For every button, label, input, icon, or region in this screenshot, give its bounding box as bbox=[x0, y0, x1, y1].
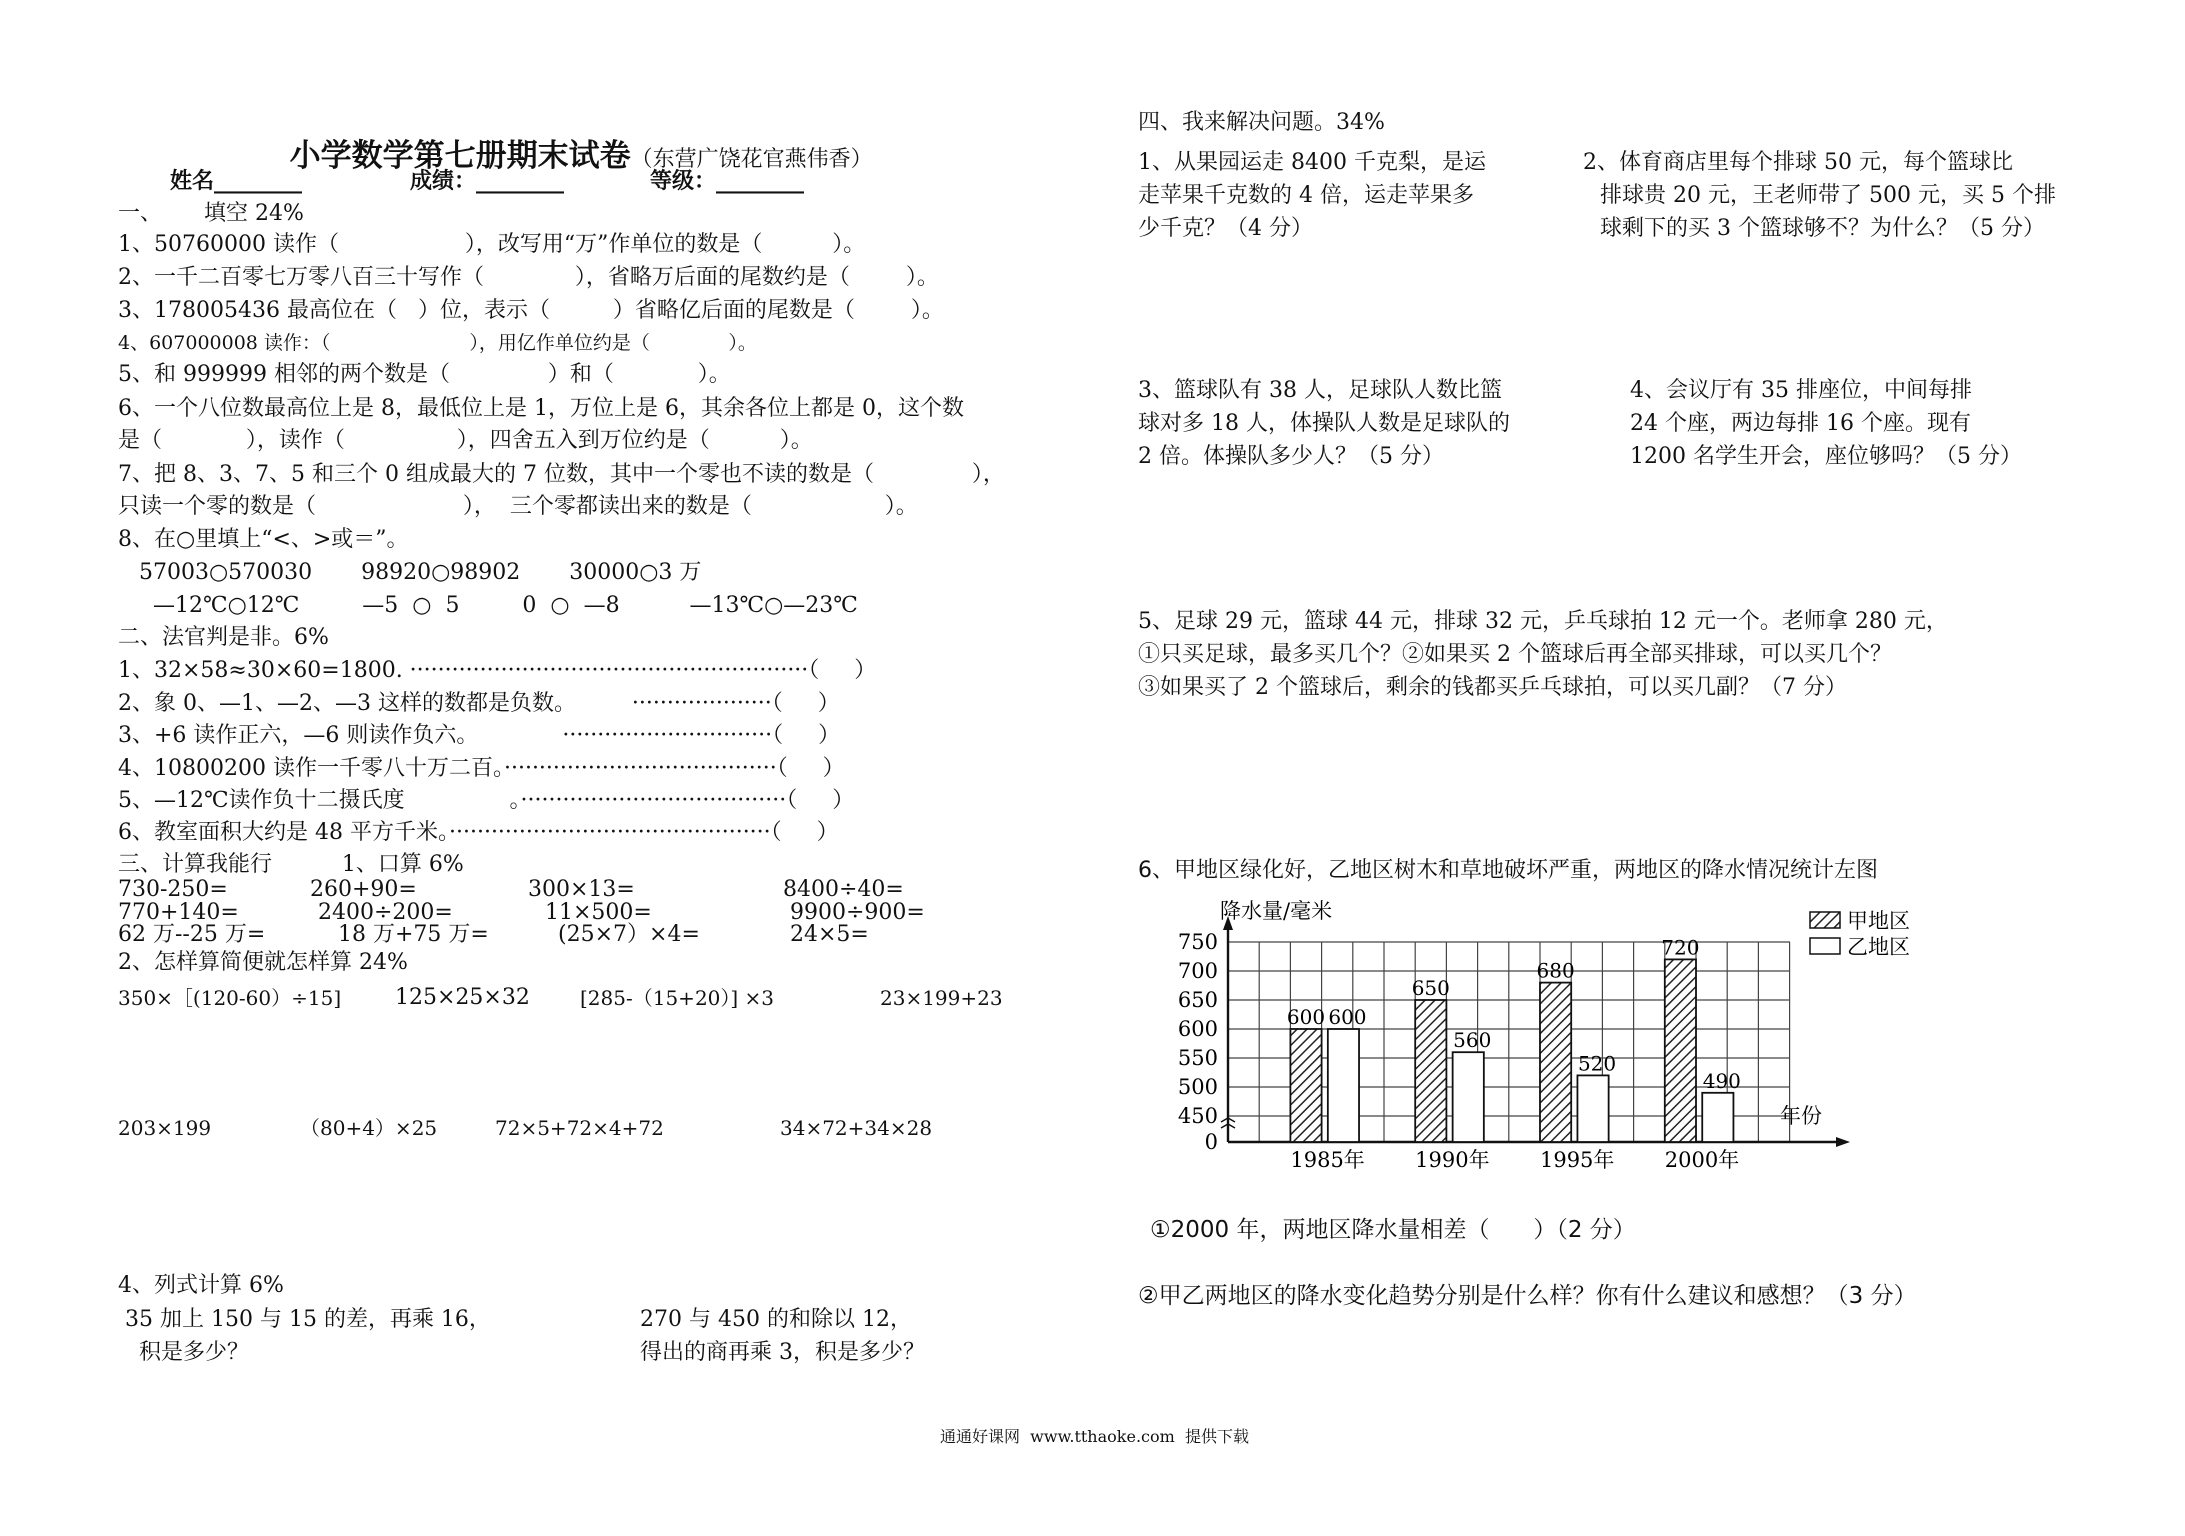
x-tick-label: 1995年 bbox=[1539, 1148, 1615, 1172]
s1-q7a: 7、把 8、3、7、5 和三个 0 组成最大的 7 位数，其中一个零也不读的数是（ ）， bbox=[118, 462, 1005, 487]
bar-series-a bbox=[1290, 1029, 1321, 1142]
s2-item6: 6、教室面积大约是 48 平方千米。··············································（ ） bbox=[118, 820, 839, 845]
bar-series-a bbox=[1665, 959, 1696, 1142]
precipitation-bar-chart bbox=[1150, 898, 1950, 1188]
bar-series-b bbox=[1702, 1093, 1733, 1142]
s3-r3-a: 62 万--25 万= bbox=[118, 922, 266, 947]
problem-2-line2: 排球贵 20 元，王老师带了 500 元，买 5 个排 bbox=[1600, 183, 2056, 208]
problem-5-line2: ①只买足球，最多买几个？②如果买 2 个篮球后再全部买排球，可以买几个？ bbox=[1138, 642, 1892, 667]
problem-1-line1: 1、从果园运走 8400 千克梨，是运 bbox=[1138, 150, 1486, 175]
s1-q8-row2: —12℃○12℃ —5 ○ 5 0 ○ —8 —13℃○—23℃ bbox=[118, 593, 858, 618]
s1-q1: 1、50760000 读作（ ），改写用“万”作单位的数是（ ）。 bbox=[118, 232, 866, 257]
s3-c1-d: 23×199+23 bbox=[880, 986, 1003, 1010]
x-axis-label: 年份 bbox=[1780, 1104, 1822, 1128]
s3-r1-a: 730-250= bbox=[118, 877, 228, 902]
y-tick-label: 500 bbox=[1177, 1075, 1218, 1099]
data-label-b: 490 bbox=[1702, 1068, 1741, 1093]
problem-1-line3: 少千克？（4 分） bbox=[1138, 216, 1313, 241]
s3-c1-c: [285-（15+20）] ×3 bbox=[580, 986, 775, 1010]
problem-2-line1: 2、体育商店里每个排球 50 元，每个篮球比 bbox=[1583, 150, 2013, 175]
problem-3-line3: 2 倍。体操队多少人？（5 分） bbox=[1138, 444, 1444, 469]
problem-4-line2: 24 个座，两边每排 16 个座。现有 bbox=[1630, 411, 1971, 436]
s3-r1-c: 300×13= bbox=[528, 877, 635, 902]
s1-q6b: 是（ ），读作（ ），四舍五入到万位约是（ ）。 bbox=[118, 428, 813, 453]
data-label-b: 520 bbox=[1577, 1051, 1617, 1076]
problem-1-line2: 走苹果千克数的 4 倍，运走苹果多 bbox=[1138, 183, 1474, 208]
s2-item1: 1、32×58≈30×60=1800. ·························································（ ） bbox=[118, 658, 877, 683]
s1-q2: 2、一千二百零七万零八百三十写作（ ），省略万后面的尾数约是（ ）。 bbox=[118, 265, 939, 290]
problem-3-line1: 3、篮球队有 38 人，足球队人数比篮 bbox=[1138, 378, 1502, 403]
legend-swatch-b bbox=[1810, 938, 1840, 954]
s2-item4: 4、10800200 读作一千零八十万二百。·······································（ ） bbox=[118, 756, 845, 781]
title-note: （东营广饶花官燕伟香） bbox=[630, 147, 873, 172]
s1-q4: 4、607000008 读作：（ ），用亿作单位约是（ ）。 bbox=[118, 332, 757, 354]
data-label-a: 720 bbox=[1661, 935, 1700, 960]
y-tick-label: 450 bbox=[1177, 1104, 1218, 1128]
x-tick-label: 2000年 bbox=[1664, 1148, 1740, 1172]
bar-series-b bbox=[1453, 1052, 1484, 1142]
s3-c1-b: 125×25×32 bbox=[395, 985, 530, 1010]
s4-a-line1: 35 加上 150 与 15 的差，再乘 16， bbox=[118, 1307, 491, 1332]
s1-q3: 3、178005436 最高位在（ ）位，表示（ ）省略亿后面的尾数是（ ）。 bbox=[118, 298, 944, 323]
s3-r3-c: (25×7）×4= bbox=[558, 922, 700, 947]
s3-r2-b: 2400÷200= bbox=[318, 900, 453, 925]
y-tick-label: 0 bbox=[1204, 1130, 1218, 1154]
s3-r2-a: 770+140= bbox=[118, 900, 239, 925]
y-tick-label: 600 bbox=[1177, 1017, 1218, 1041]
s1-q7b: 只读一个零的数是（ ）， 三个零都读出来的数是（ ）。 bbox=[118, 494, 918, 519]
bar-series-b bbox=[1328, 1029, 1359, 1142]
s3-c2-a: 203×199 bbox=[118, 1116, 212, 1140]
section-3-heading: 三、计算我能行 1、口算 6% bbox=[118, 852, 464, 877]
data-label-a: 600 bbox=[1286, 1005, 1326, 1029]
s3-r3-b: 18 万+75 万= bbox=[338, 922, 489, 947]
section-4-heading: 4、列式计算 6% bbox=[118, 1273, 284, 1298]
s2-item5: 5、—12℃读作负十二摄氏度 。······································（ ） bbox=[118, 788, 855, 813]
legend-label-a: 甲地区 bbox=[1847, 909, 1910, 933]
problem-4-line3: 1200 名学生开会，座位够吗？（5 分） bbox=[1630, 444, 2022, 469]
s1-q6a: 6、一个八位数最高位上是 8，最低位上是 1，万位上是 6，其余各位上都是 0，这个数 bbox=[118, 396, 964, 421]
bar-series-a bbox=[1415, 1000, 1446, 1142]
section-4-right-heading: 四、我来解决问题。34% bbox=[1138, 110, 1385, 135]
s3-c1-a: 350×［(120-60）÷15] bbox=[118, 986, 342, 1010]
s3-c2-c: 72×5+72×4+72 bbox=[495, 1116, 664, 1140]
s2-item2: 2、象 0、—1、—2、—3 这样的数都是负数。 ····················（ ） bbox=[118, 691, 840, 716]
data-label-a: 650 bbox=[1411, 976, 1450, 1000]
s3-c2-d: 34×72+34×28 bbox=[780, 1116, 933, 1140]
name-field[interactable]: 姓名________ bbox=[170, 168, 303, 194]
title-main: 小学数学第七册期末试卷 bbox=[289, 138, 631, 174]
problem-5-line1: 5、足球 29 元，篮球 44 元，排球 32 元，乒乓球拍 12 元一个。老师拿 280 元， bbox=[1138, 609, 1948, 634]
legend-label-b: 乙地区 bbox=[1847, 935, 1910, 959]
s1-q8-row1: 57003○570030 98920○98902 30000○3 万 bbox=[118, 560, 702, 585]
problem-2-line3: 球剩下的买 3 个篮球够不？为什么？（5 分） bbox=[1600, 216, 2045, 241]
s4-b-line1: 270 与 450 的和除以 12， bbox=[640, 1307, 912, 1332]
page-title bbox=[268, 117, 873, 173]
problem-6-question-1: ①2000 年，两地区降水量相差（ ）（2 分） bbox=[1150, 1217, 1636, 1243]
s3-r3-d: 24×5= bbox=[790, 922, 869, 947]
problem-6-text: 6、甲地区绿化好，乙地区树木和草地破坏严重，两地区的降水情况统计左图 bbox=[1138, 858, 1878, 883]
s3-r1-b: 260+90= bbox=[310, 877, 417, 902]
data-label-b: 560 bbox=[1453, 1028, 1492, 1053]
grade-field[interactable]: 等级：________ bbox=[650, 168, 805, 194]
x-tick-label: 1990年 bbox=[1415, 1148, 1490, 1172]
y-tick-label: 650 bbox=[1177, 988, 1218, 1012]
problem-5-line3: ③如果买了 2 个篮球后，剩余的钱都买乒乓球拍，可以买几副？（7 分） bbox=[1138, 675, 1847, 700]
s3-c2-b: （80+4）×25 bbox=[300, 1116, 438, 1140]
s3-r2-c: 11×500= bbox=[545, 900, 652, 925]
s4-a-line2: 积是多少？ bbox=[118, 1340, 249, 1365]
y-tick-label: 750 bbox=[1177, 930, 1218, 954]
legend-swatch-a bbox=[1810, 912, 1840, 928]
score-field[interactable]: 成绩：________ bbox=[410, 168, 565, 194]
s4-b-line2: 得出的商再乘 3，积是多少？ bbox=[640, 1340, 925, 1365]
s3-r1-d: 8400÷40= bbox=[783, 877, 904, 902]
problem-3-line2: 球对多 18 人，体操队人数是足球队的 bbox=[1138, 411, 1510, 436]
section-2-heading: 二、法官判是非。6% bbox=[118, 625, 329, 650]
s3-calc-heading: 2、怎样算简便就怎样算 24% bbox=[118, 950, 408, 975]
data-label-b: 600 bbox=[1328, 1005, 1367, 1029]
problem-4-line1: 4、会议厅有 35 排座位，中间每排 bbox=[1630, 378, 1972, 403]
section-1-heading: 一、 填空 24% bbox=[118, 201, 304, 226]
bar-series-b bbox=[1577, 1075, 1608, 1142]
s1-q8: 8、在○里填上“<、>或＝”。 bbox=[118, 527, 409, 552]
data-label-a: 680 bbox=[1536, 958, 1575, 983]
footer: 通通好课网 www.tthaoke.com 提供下载 bbox=[940, 1427, 1249, 1446]
y-axis-label: 降水量/毫米 bbox=[1220, 899, 1333, 923]
x-tick-label: 1985年 bbox=[1290, 1148, 1365, 1172]
y-tick-label: 550 bbox=[1177, 1046, 1218, 1070]
s3-r2-d: 9900÷900= bbox=[790, 900, 925, 925]
s1-q5: 5、和 999999 相邻的两个数是（ ）和（ ）。 bbox=[118, 362, 731, 387]
y-tick-label: 700 bbox=[1177, 959, 1218, 983]
bar-series-a bbox=[1540, 983, 1571, 1142]
problem-6-question-2: ②甲乙两地区的降水变化趋势分别是什么样？你有什么建议和感想？（3 分） bbox=[1138, 1283, 1917, 1309]
x-axis-arrow bbox=[1836, 1137, 1850, 1147]
s2-item3: 3、+6 读作正六，—6 则读作负六。 ······························（ ） bbox=[118, 723, 841, 748]
